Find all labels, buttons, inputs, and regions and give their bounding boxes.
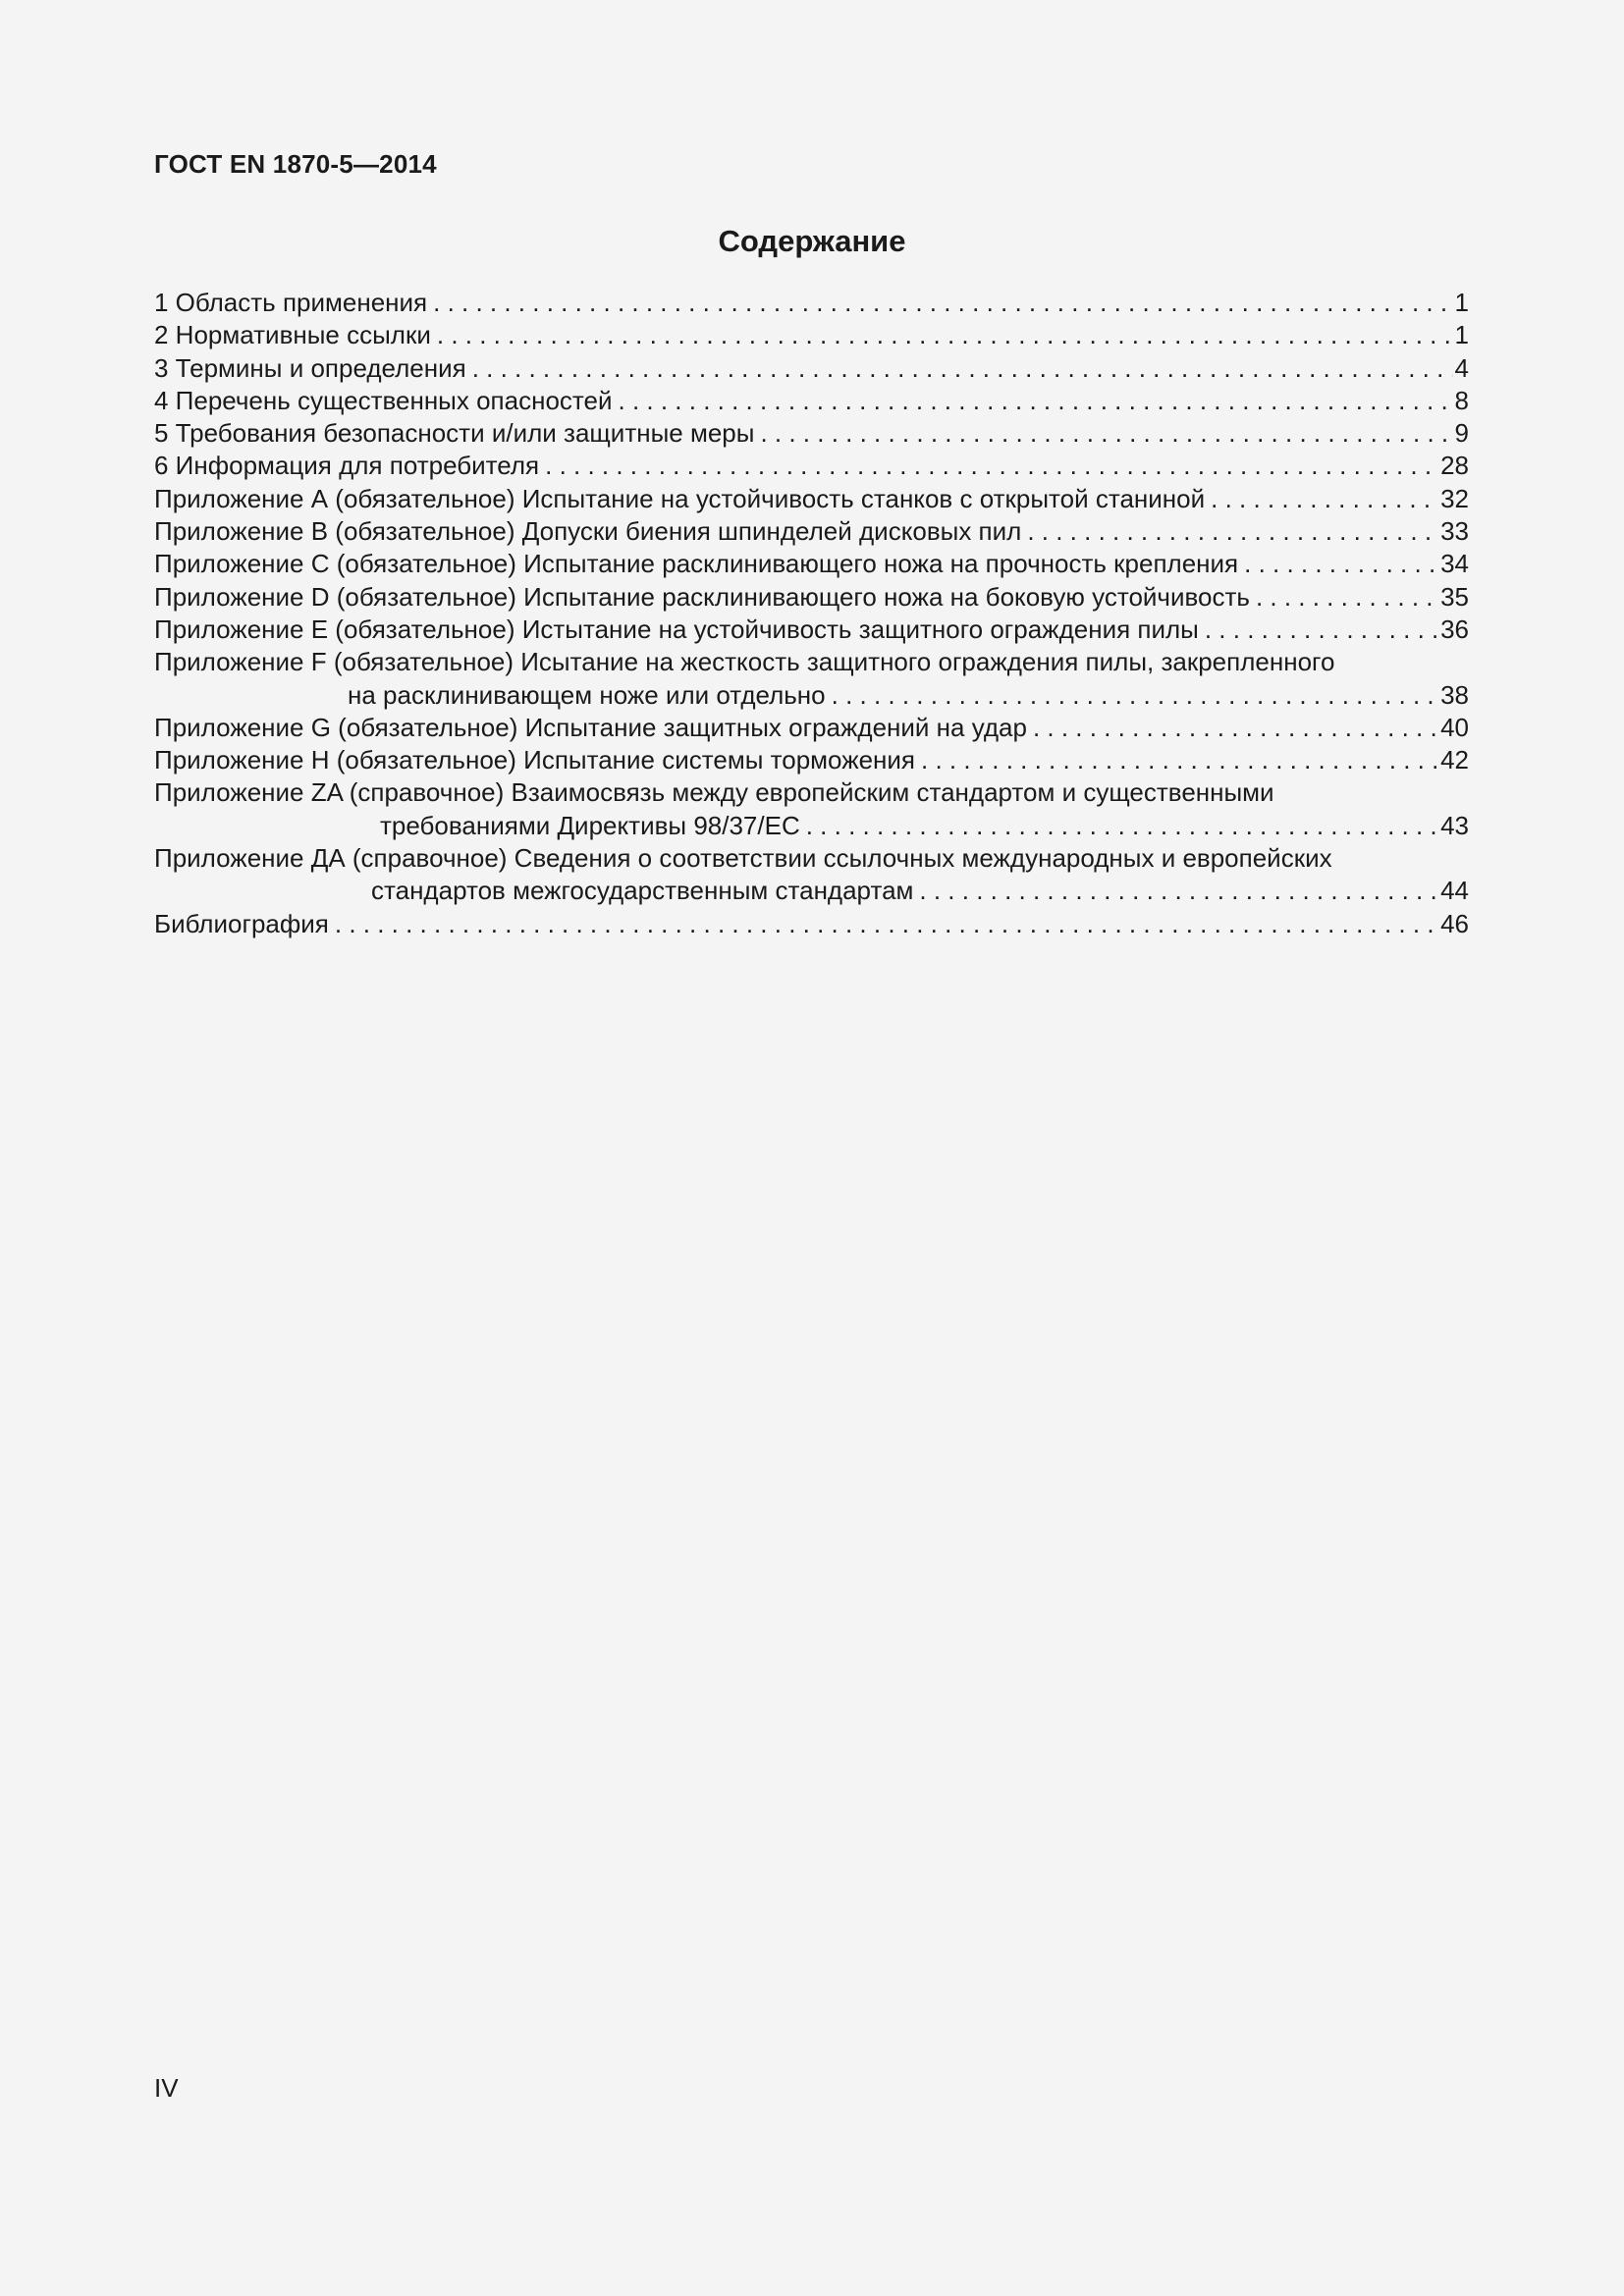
toc-leader-dots [1205, 614, 1438, 646]
toc-entry[interactable] [154, 548, 1469, 580]
toc-leader-dots [760, 417, 1452, 450]
toc-leader-dots [433, 287, 1452, 319]
toc-line [154, 581, 1469, 614]
toc-line [154, 319, 1469, 351]
toc-entry-title: 6 Информация для потребителя [154, 451, 540, 481]
toc-line [154, 287, 1469, 319]
toc-page-number: 43 [1440, 810, 1469, 840]
toc-leader-dots [806, 810, 1438, 842]
toc-line [154, 744, 1469, 776]
toc-line [154, 776, 1469, 809]
toc-line [154, 483, 1469, 515]
toc-entry-title: Приложение Н (обязательное) Испытание системы торможения [154, 745, 916, 775]
toc-entry[interactable] [154, 842, 1469, 908]
toc-entry-title: 1 Область применения [154, 288, 428, 317]
toc-entry[interactable] [154, 417, 1469, 450]
toc-entry[interactable] [154, 450, 1469, 482]
toc-line [154, 908, 1469, 940]
toc-page-number: 34 [1440, 549, 1469, 579]
page-number: IV [154, 2073, 179, 2103]
toc-leader-dots [1033, 712, 1438, 744]
toc-leader-dots [335, 908, 1438, 940]
toc-line [154, 385, 1469, 417]
toc-entry-title: 5 Требования безопасности и/или защитные меры [154, 418, 755, 449]
toc-entry-title: Приложение G (обязательное) Испытание защитных ограждений на удар [154, 712, 1027, 742]
toc-page-number: 46 [1440, 908, 1469, 938]
toc-page-number: 28 [1440, 451, 1469, 481]
toc-line [154, 417, 1469, 450]
toc-entry[interactable] [154, 319, 1469, 351]
toc-page-number: 33 [1440, 516, 1469, 547]
toc-page-number: 4 [1454, 352, 1469, 383]
toc-page-number: 42 [1440, 745, 1469, 775]
toc-leader-dots [619, 385, 1453, 417]
toc-entry-title: требованиями Директивы 98/37/ЕС [380, 810, 800, 840]
toc-entry-title: Библиография [154, 908, 329, 938]
table-of-contents [154, 287, 1469, 940]
toc-entry-title: 3 Термины и определения [154, 352, 466, 383]
toc-entry[interactable] [154, 515, 1469, 548]
toc-line [154, 842, 1469, 875]
toc-leader-dots [1027, 515, 1438, 548]
toc-entry[interactable] [154, 712, 1469, 744]
toc-leader-dots [919, 875, 1438, 907]
toc-entry[interactable] [154, 614, 1469, 646]
toc-entry-title: Приложение А (обязательное) Испытание на устойчивость станков с открытой станиной [154, 483, 1206, 513]
toc-entry[interactable] [154, 352, 1469, 385]
toc-page-number: 32 [1440, 483, 1469, 513]
toc-leader-dots [1211, 483, 1438, 515]
toc-line [154, 646, 1469, 678]
toc-entry[interactable] [154, 483, 1469, 515]
toc-entry[interactable] [154, 646, 1469, 712]
toc-page-number: 1 [1454, 288, 1469, 317]
toc-leader-dots [472, 352, 1453, 385]
toc-leader-dots [1244, 548, 1438, 580]
toc-leader-dots [545, 450, 1438, 482]
toc-line [154, 614, 1469, 646]
toc-entry[interactable] [154, 581, 1469, 614]
toc-page-number: 44 [1440, 876, 1469, 906]
toc-page-number: 1 [1454, 320, 1469, 350]
toc-title: Содержание [718, 224, 906, 258]
toc-entry-title: на расклинивающем ноже или отдельно [348, 679, 826, 710]
toc-entry[interactable] [154, 744, 1469, 776]
toc-entry-title: Приложение D (обязательное) Испытание расклинивающего ножа на боковую устойчивость [154, 581, 1250, 612]
toc-entry-title: 4 Перечень существенных опасностей [154, 385, 613, 415]
toc-entry-title: Приложение F (обязательное) Исытание на жесткость защитного ограждения пилы, закрепленного [154, 647, 1335, 677]
toc-line [154, 712, 1469, 744]
toc-line [154, 810, 1469, 842]
toc-entry-title: Приложение Е (обязательное) Истытание на устойчивость защитного ограждения пилы [154, 614, 1199, 644]
toc-entry-title: 2 Нормативные ссылки [154, 320, 431, 350]
toc-page-number: 35 [1440, 581, 1469, 612]
toc-entry-title: стандартов межгосударственным стандартам [371, 876, 914, 906]
toc-page-number: 9 [1454, 418, 1469, 449]
toc-entry[interactable] [154, 908, 1469, 940]
toc-leader-dots [1256, 581, 1438, 614]
toc-leader-dots [921, 744, 1438, 776]
toc-leader-dots [832, 679, 1438, 712]
toc-entry-title: Приложение ДА (справочное) Сведения о соответствии ссылочных международных и европейских [154, 843, 1332, 874]
toc-entry[interactable] [154, 776, 1469, 842]
toc-line [154, 515, 1469, 548]
toc-line [154, 450, 1469, 482]
toc-page-number: 38 [1440, 679, 1469, 710]
toc-leader-dots [437, 319, 1453, 351]
toc-entry-title: Приложение С (обязательное) Испытание расклинивающего ножа на прочность крепления [154, 549, 1239, 579]
document-header: ГОСТ EN 1870-5—2014 [154, 149, 437, 179]
toc-entry-title: Приложение ZA (справочное) Взаимосвязь между европейским стандартом и существенными [154, 777, 1274, 808]
toc-page-number: 8 [1454, 385, 1469, 415]
toc-line [154, 679, 1469, 712]
toc-line [154, 548, 1469, 580]
toc-page-number: 40 [1440, 712, 1469, 742]
toc-entry-title: Приложение В (обязательное) Допуски биения шпинделей дисковых пил [154, 516, 1022, 547]
toc-line [154, 875, 1469, 907]
toc-page-number: 36 [1440, 614, 1469, 644]
toc-entry[interactable] [154, 287, 1469, 319]
toc-line [154, 352, 1469, 385]
toc-entry[interactable] [154, 385, 1469, 417]
